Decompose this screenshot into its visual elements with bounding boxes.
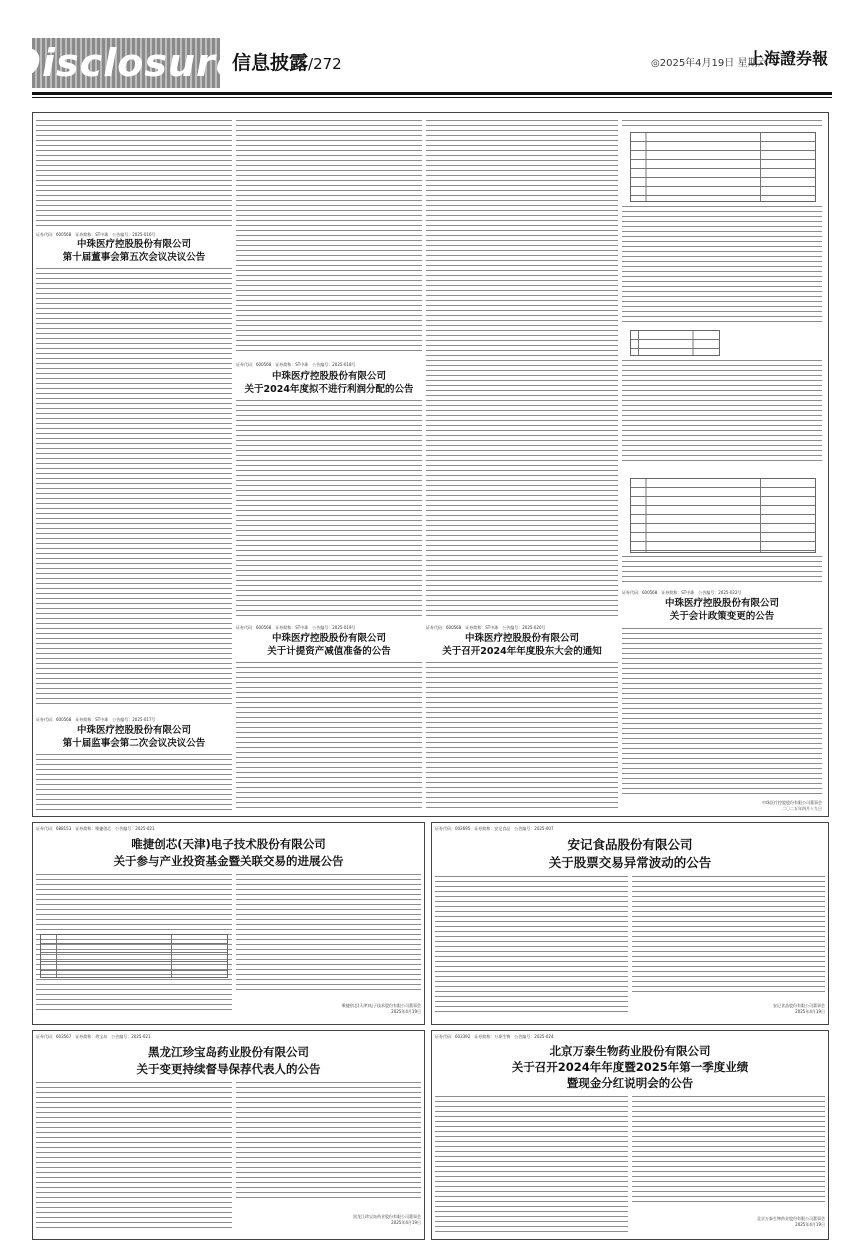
notice-code: 证券代码：600568 证券简称：ST中珠 公告编号：2025-017号 (36, 717, 156, 722)
notice-code: 证券代码：600568 证券简称：ST中珠 公告编号：2025-019号 (236, 625, 356, 630)
notice-signature: 唯捷创芯(天津)电子技术股份有限公司董事会 2025年4月19日 (341, 1003, 421, 1014)
body-text (632, 1096, 825, 1206)
notice-title: 黑龙江珍宝岛药业股份有限公司 关于变更持续督导保荐代表人的公告 (136, 1045, 321, 1076)
proxy-table (630, 478, 816, 553)
issue-date: ◎2025年4月19日 星期六 (651, 58, 768, 69)
body-text (36, 268, 232, 708)
body-text (236, 120, 422, 355)
body-text (36, 754, 232, 812)
notice-title: 安记食品股份有限公司 关于股票交易异常波动的公告 (548, 837, 712, 870)
notice-title: 中珠医疗控股股份有限公司 关于召开2024年年度股东大会的通知 (442, 633, 602, 657)
page-number: /272 (308, 55, 342, 73)
body-text (622, 360, 822, 465)
body-text (622, 628, 822, 798)
notice-title: 中珠医疗控股股份有限公司 第十届董事会第五次会议决议公告 (62, 239, 206, 263)
notice-code: 证券代码：688153 证券简称：唯捷创芯 公告编号：2025-021 (36, 826, 155, 831)
notice-code: 证券代码：600568 证券简称：ST中珠 公告编号：2025-022号 (622, 590, 742, 595)
body-text (426, 662, 618, 812)
body-text (236, 400, 422, 618)
notice-signature: 中珠医疗控股股份有限公司董事会 二〇二五年四月十九日 (762, 800, 822, 811)
body-text (36, 120, 232, 230)
notice-title: 中珠医疗控股股份有限公司 关于2024年度拟不进行利润分配的公告 (244, 371, 414, 395)
notice-code: 证券代码：600568 证券简称：ST中珠 公告编号：2025-020号 (426, 625, 546, 630)
notice-title: 中珠医疗控股股份有限公司 关于计提资产减值准备的公告 (267, 633, 391, 657)
notice-title: 中珠医疗控股股份有限公司 关于会计政策变更的公告 (664, 598, 779, 622)
body-text (426, 120, 618, 620)
notice-code: 证券代码：600568 证券简称：ST中珠 公告编号：2025-018号 (236, 362, 356, 367)
notice-title: 中珠医疗控股股份有限公司 第十届监事会第二次会议决议公告 (62, 725, 206, 749)
notice-signature: 北京万泰生物药业股份有限公司董事会 2025年4月19日 (757, 1216, 825, 1227)
body-text (236, 874, 421, 990)
body-text (622, 206, 822, 326)
body-text (236, 1082, 421, 1202)
notice-signature: 安记食品股份有限公司董事会 2025年4月19日 (773, 1003, 825, 1014)
section-title (232, 48, 342, 75)
body-text (236, 662, 422, 812)
stock-info-table (630, 330, 720, 356)
notice-code: 证券代码：002695 证券简称：安记食品 公告编号：2025-007 (435, 826, 554, 831)
resolution-table (630, 132, 816, 202)
notice-code: 证券代码：603392 证券简称：万泰生物 公告编号：2025-024 (435, 1034, 554, 1039)
notice-title: 唯捷创芯(天津)电子技术股份有限公司 关于参与产业投资基金暨关联交易的进展公告 (113, 837, 344, 868)
masthead-rule (32, 92, 832, 95)
notice-code: 证券代码：600568 证券简称：ST中珠 公告编号：2025-016号 (36, 232, 156, 237)
newspaper-name: 上海證券報 (748, 49, 829, 68)
body-text (632, 876, 825, 992)
notice-signature: 黑龙江珍宝岛药业股份有限公司董事会 2025年4月19日 (353, 1214, 421, 1225)
masthead (0, 0, 857, 110)
body-text (435, 1096, 628, 1234)
notice-code: 证券代码：603567 证券简称：珍宝岛 公告编号：2025-021 (36, 1034, 151, 1039)
disclosure-logo: Disclosure (32, 38, 220, 88)
section-name: 信息披露 (232, 52, 309, 74)
masthead-rule-thin (32, 97, 832, 98)
body-text (622, 120, 822, 128)
body-text (36, 1082, 232, 1232)
fund-table (40, 934, 228, 978)
body-text (435, 876, 628, 1014)
notice-title: 北京万泰生物药业股份有限公司 关于召开2024年年度暨2025年第一季度业绩 暨现金分红说明会的公告 (511, 1044, 749, 1090)
body-text (622, 556, 822, 586)
